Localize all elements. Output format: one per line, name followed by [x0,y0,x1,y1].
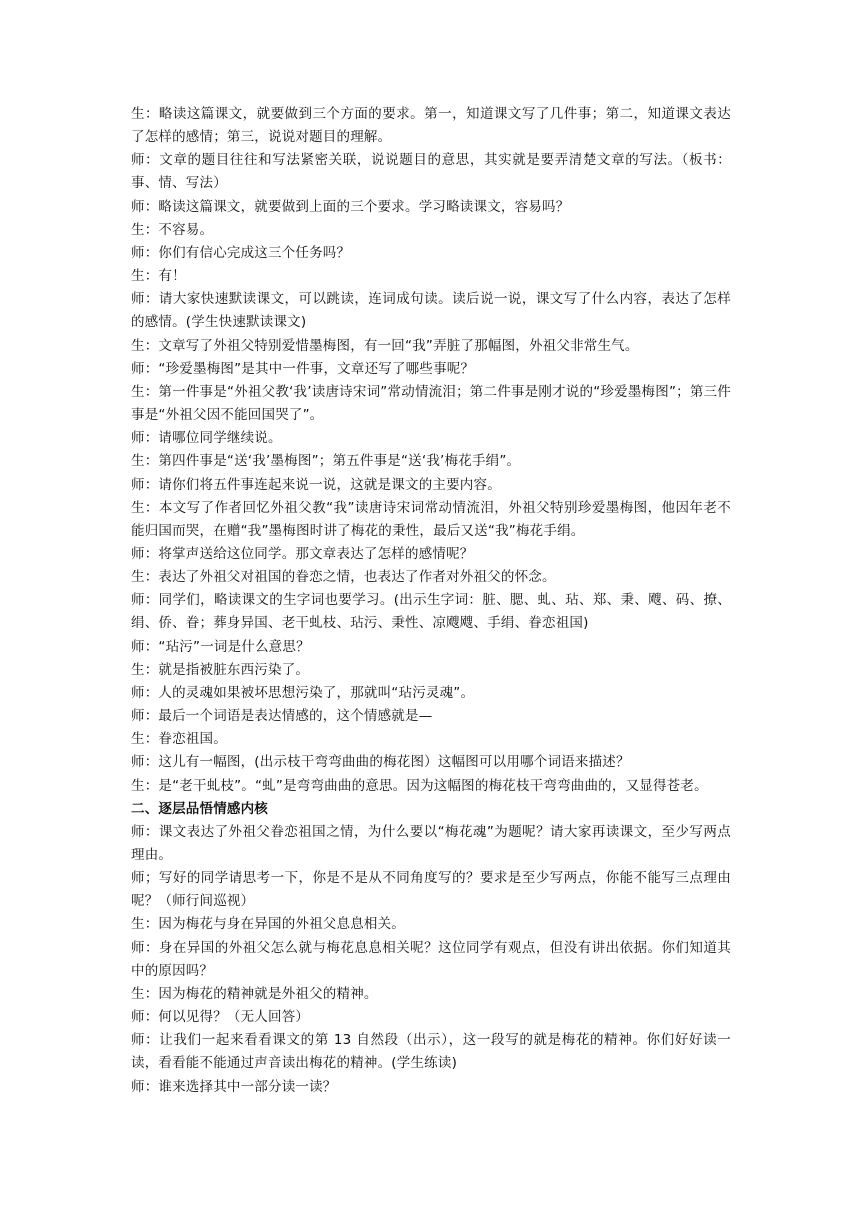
paragraph: 生：表达了外祖父对祖国的眷恋之情，也表达了作者对外祖父的怀念。 [131,569,556,586]
paragraph: 师：“珍爱墨梅图”是其中一件事，文章还写了哪些事呢？ [131,360,475,377]
paragraph: 师：人的灵魂如果被坏思想污染了，那就叫“玷污灵魂”。 [131,684,475,701]
paragraph: 师：何以见得？（无人回答） [131,1009,310,1026]
paragraph: 师：略读这篇课文，就要做到上面的三个要求。学习略读课文，容易吗？ [131,198,570,215]
paragraph: 师；写好的同学请思考一下，你是不是从不同角度写的？要求是至少写两点，你能不能写三点理由呢？（师行间巡视） [131,870,731,910]
paragraph: 师：请大家快速默读课文，可以跳读，连词成句读。读后说一说，课文写了什么内容，表达了怎样的感情。(学生快速默读课文) [131,291,731,331]
paragraph: 生：第一件事是“外祖父教‘我’读唐诗宋词”常动情流泪；第二件事是刚才说的“珍爱墨梅图”；第三件事是“外祖父因不能回国哭了”。 [131,383,731,424]
paragraph: 师：同学们，略读课文的生字词也要学习。(出示生字词：脏、腮、虬、玷、郑、秉、飕、码、撩、绢、侨、眷；葬身异国、老干虬枝、玷污、秉性、凉飕飕、手绢、眷恋祖国) [131,592,731,632]
paragraph: 生：因为梅花与身在异国的外祖父息息相关。 [131,916,405,933]
paragraph: 生：就是指被脏东西污染了。 [131,661,310,678]
paragraph: 生：有！ [131,268,186,285]
paragraph: 师：“玷污”一词是什么意思？ [131,638,310,655]
paragraph: 生：是“老干虬枝”。“虬”是弯弯曲曲的意思。因为这幅图的梅花枝干弯弯曲曲的，又显得苍老。 [131,777,708,794]
paragraph: 师：身在异国的外祖父怎么就与梅花息息相关呢？这位同学有观点，但没有讲出依据。你们知道其中的原因吗？ [131,939,731,979]
paragraph: 生：本文写了作者回忆外祖父教“我”读唐诗宋词常动情流泪，外祖父特别珍爱墨梅图，他因年老不能归国而哭，在赠“我”墨梅图时讲了梅花的秉性，最后又送“我”梅花手绢。 [131,499,731,539]
paragraph: 生：文章写了外祖父特别爱惜墨梅图，有一回“我”弄脏了那幅图，外祖父非常生气。 [131,337,639,354]
section-heading: 二、逐层品悟情感内核 [131,800,268,817]
paragraph: 师：将掌声送给这位同学。那文章表达了怎样的感情呢？ [131,545,474,562]
paragraph: 生：第四件事是“送‘我’墨梅图”；第五件事是“送‘我’梅花手绢”。 [131,453,521,470]
paragraph: 生：略读这篇课文，就要做到三个方面的要求。第一，知道课文写了几件事；第二，知道课文表达了怎样的感情；第三，说说对题目的理解。 [131,106,731,146]
paragraph: 师：课文表达了外祖父眷恋祖国之情，为什么要以“梅花魂”为题呢？请大家再读课文，至少写两点理由。 [131,823,731,863]
paragraph: 师：最后一个词语是表达情感的，这个情感就是— [131,708,433,725]
paragraph: 师：让我们一起来看看课文的第 13 自然段（出示），这一段写的就是梅花的精神。你们好好读一读，看看能不能通过声音读出梅花的精神。(学生练读) [131,1032,731,1072]
paragraph: 生：因为梅花的精神就是外祖父的精神。 [131,985,378,1002]
paragraph: 师：文章的题目往往和写法紧密关联，说说题目的意思，其实就是要弄清楚文章的写法。（板书：事、情、写法） [131,152,731,192]
paragraph: 生：不容易。 [131,221,214,238]
paragraph: 生：眷恋祖国。 [131,731,227,748]
paragraph: 师：你们有信心完成这三个任务吗？ [131,244,351,261]
paragraph: 师：请你们将五件事连起来说一说，这就是课文的主要内容。 [131,476,501,493]
paragraph: 师：谁来选择其中一部分读一读？ [131,1078,337,1095]
paragraph: 师：请哪位同学继续说。 [131,430,282,447]
paragraph: 师：这儿有一幅图，(出示枝干弯弯曲曲的梅花图）这幅图可以用哪个词语来描述？ [131,754,630,771]
document-body [131,103,731,1099]
